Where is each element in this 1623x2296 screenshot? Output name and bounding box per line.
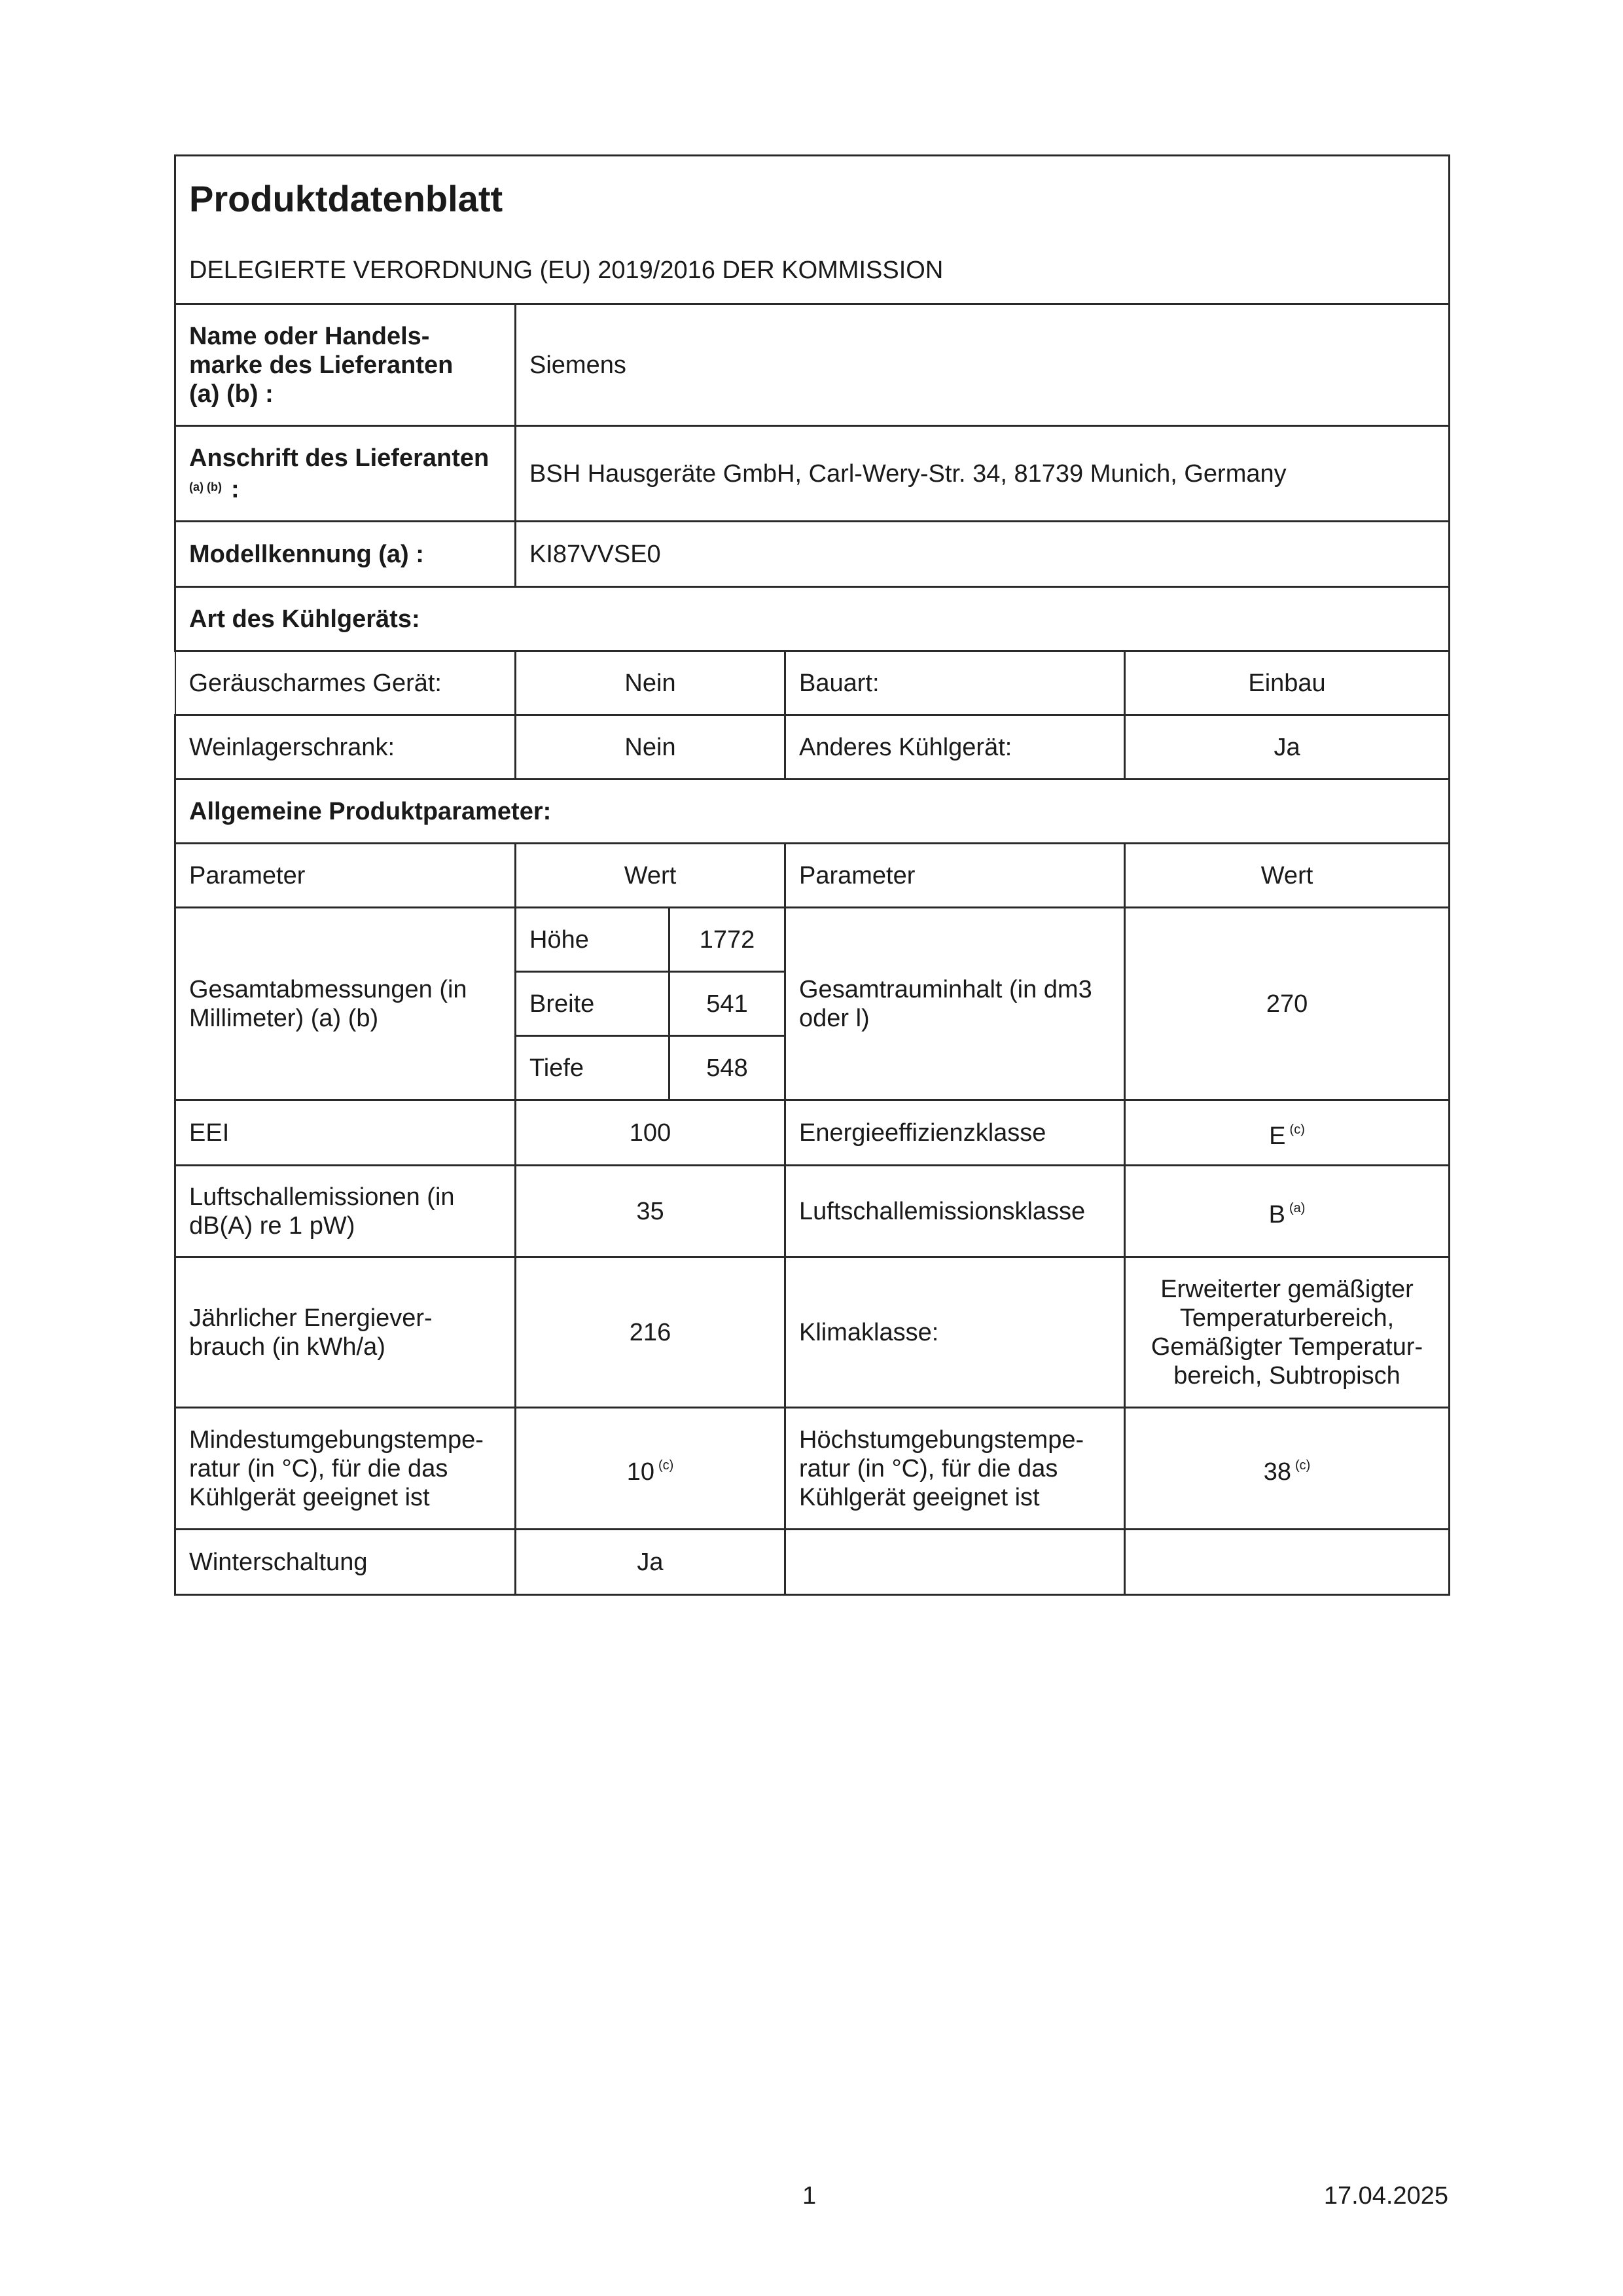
- label-line: marke des Lieferanten: [189, 351, 454, 379]
- label-line: Kühlgerät geeignet ist: [799, 1483, 1040, 1511]
- data-table: [174, 154, 1450, 1596]
- volume-value: 270: [1125, 908, 1450, 1100]
- label-line: ratur (in °C), für die das: [189, 1454, 448, 1482]
- min-temp-value: 10: [626, 1458, 654, 1486]
- table-row: [175, 1530, 1450, 1595]
- general-parameters-heading: Allgemeine Produktparameter:: [175, 780, 1450, 844]
- label-colon: :: [230, 475, 240, 503]
- label-line: Anschrift des Lieferanten: [189, 444, 490, 472]
- design-type-value: Einbau: [1125, 651, 1450, 715]
- page-title: Produktdatenblatt: [189, 178, 503, 219]
- design-type-label: Bauart:: [785, 651, 1125, 715]
- supplier-name-label: [175, 304, 516, 426]
- eei-value: 100: [516, 1100, 785, 1166]
- product-data-sheet: [174, 154, 1448, 1596]
- min-temp-cell: [516, 1408, 785, 1530]
- low-noise-label: Geräuscharmes Gerät:: [175, 651, 516, 715]
- col-header-value: Wert: [1125, 844, 1450, 908]
- min-temp-label: [175, 1408, 516, 1530]
- table-row: [175, 908, 1450, 972]
- footnote-ref: (c): [1289, 1122, 1305, 1137]
- noise-class-cell: [1125, 1166, 1450, 1257]
- model-value: KI87VVSE0: [516, 522, 1450, 587]
- noise-value: 35: [516, 1166, 785, 1257]
- supplier-name-value: Siemens: [516, 304, 1450, 426]
- empty-cell: [1125, 1530, 1450, 1595]
- label-line: brauch (in kWh/a): [189, 1333, 385, 1361]
- appliance-type-heading: Art des Kühlgeräts:: [175, 587, 1450, 651]
- table-row: [175, 1100, 1450, 1166]
- page-number: 1: [802, 2182, 817, 2210]
- climate-class-value: [1125, 1257, 1450, 1408]
- energy-class-label: Energieeffizienzklasse: [785, 1100, 1125, 1166]
- label-line: Jährlicher Energiever-: [189, 1304, 433, 1332]
- document-date: 17.04.2025: [1323, 2182, 1448, 2210]
- winter-setting-value: Ja: [516, 1530, 785, 1595]
- other-appliance-value: Ja: [1125, 715, 1450, 780]
- table-row: [175, 1166, 1450, 1257]
- dimension-value: 541: [669, 972, 785, 1036]
- dimension-name: Breite: [516, 972, 669, 1036]
- regulation-subtitle: DELEGIERTE VERORDNUNG (EU) 2019/2016 DER KOMMISSION: [189, 257, 944, 284]
- table-row: [175, 1408, 1450, 1530]
- energy-class-cell: [1125, 1100, 1450, 1166]
- title-cell: [175, 156, 1450, 304]
- empty-cell: [785, 1530, 1125, 1595]
- value-line: Gemäßigter Temperatur-: [1150, 1333, 1423, 1361]
- label-line: Name oder Handels-: [189, 322, 430, 350]
- max-temp-value: 38: [1263, 1458, 1291, 1486]
- max-temp-cell: [1125, 1408, 1450, 1530]
- supplier-address-label: [175, 426, 516, 522]
- volume-label: Gesamtrauminhalt (in dm3 oder l): [785, 908, 1125, 1100]
- noise-class-label: Luftschallemissionsklasse: [785, 1166, 1125, 1257]
- noise-label: Luftschallemissionen (in dB(A) re 1 pW): [175, 1166, 516, 1257]
- label-line: (a) (b) :: [189, 380, 274, 408]
- value-line: Temperaturbereich,: [1179, 1304, 1395, 1332]
- max-temp-label: [785, 1408, 1125, 1530]
- label-line: Kühlgerät geeignet ist: [189, 1483, 430, 1511]
- label-line: [189, 473, 501, 504]
- value-line: Erweiterter gemäßigter: [1160, 1275, 1414, 1303]
- footnote-refs: (a) (b): [189, 480, 222, 493]
- energy-class-value: E: [1269, 1122, 1286, 1150]
- footnote-ref: (c): [1294, 1458, 1311, 1473]
- wine-storage-value: Nein: [516, 715, 785, 780]
- other-appliance-label: Anderes Kühlgerät:: [785, 715, 1125, 780]
- annual-energy-label: [175, 1257, 516, 1408]
- col-header-parameter: Parameter: [175, 844, 516, 908]
- dimension-value: 548: [669, 1036, 785, 1100]
- noise-class-value: B: [1268, 1200, 1285, 1229]
- supplier-address-value: BSH Hausgeräte GmbH, Carl-Wery-Str. 34, 81739 Munich, Germany: [516, 426, 1450, 522]
- table-row: [175, 651, 1450, 715]
- label-line: Mindestumgebungstempe-: [189, 1426, 484, 1454]
- footnote-ref: (c): [658, 1458, 674, 1473]
- dimension-name: Tiefe: [516, 1036, 669, 1100]
- label-line: ratur (in °C), für die das: [799, 1454, 1058, 1482]
- value-line: bereich, Subtropisch: [1173, 1361, 1400, 1390]
- dimensions-label: Gesamtabmessungen (in Millimeter) (a) (b): [175, 908, 516, 1100]
- dimension-name: Höhe: [516, 908, 669, 972]
- label-line: Höchstumgebungstempe-: [799, 1426, 1084, 1454]
- table-row: [175, 715, 1450, 780]
- model-label: Modellkennung (a) :: [175, 522, 516, 587]
- annual-energy-value: 216: [516, 1257, 785, 1408]
- wine-storage-label: Weinlagerschrank:: [175, 715, 516, 780]
- low-noise-value: Nein: [516, 651, 785, 715]
- col-header-value: Wert: [516, 844, 785, 908]
- winter-setting-label: Winterschaltung: [175, 1530, 516, 1595]
- column-header-row: [175, 844, 1450, 908]
- dimension-value: 1772: [669, 908, 785, 972]
- footnote-ref: (a): [1289, 1200, 1306, 1215]
- col-header-parameter: Parameter: [785, 844, 1125, 908]
- table-row: [175, 1257, 1450, 1408]
- climate-class-label: Klimaklasse:: [785, 1257, 1125, 1408]
- eei-label: EEI: [175, 1100, 516, 1166]
